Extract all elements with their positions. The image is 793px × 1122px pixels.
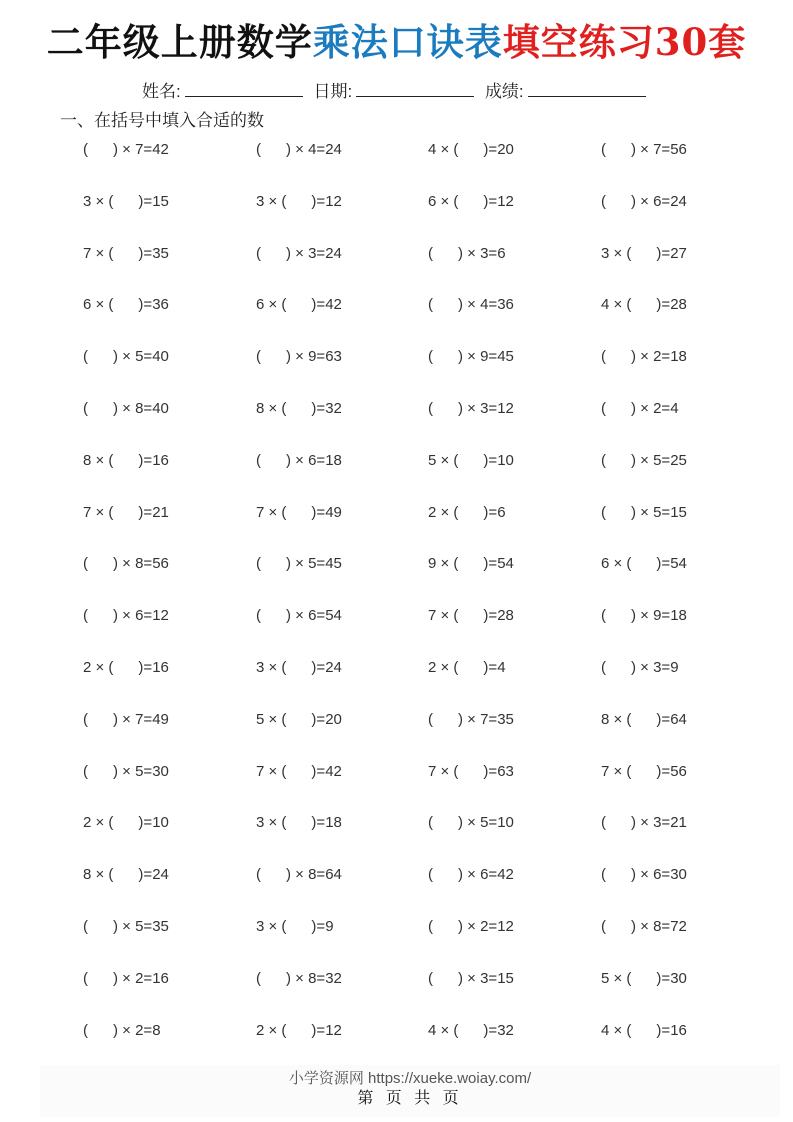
page-title [0, 18, 793, 66]
problem-row [0, 552, 793, 576]
problem-item[interactable]: 8 × ( )=24 [83, 866, 169, 883]
problem-item[interactable]: 6 × ( )=42 [256, 296, 342, 313]
score-blank[interactable] [528, 80, 646, 97]
problem-row [0, 449, 793, 473]
problem-item[interactable]: ( ) × 3=15 [428, 970, 514, 987]
problem-item[interactable]: ( ) × 6=42 [428, 866, 514, 883]
problem-item[interactable]: 8 × ( )=32 [256, 400, 342, 417]
problem-item[interactable]: ( ) × 9=45 [428, 348, 514, 365]
problem-item[interactable]: 4 × ( )=28 [601, 296, 687, 313]
problem-item[interactable]: ( ) × 2=16 [83, 970, 169, 987]
title-part-exercise: 填空练习30套 [502, 20, 747, 64]
problem-item[interactable]: ( ) × 8=32 [256, 970, 342, 987]
name-blank[interactable] [185, 80, 303, 97]
problem-item[interactable]: 6 × ( )=54 [601, 555, 687, 572]
name-field[interactable] [142, 80, 303, 103]
problem-item[interactable]: ( ) × 5=40 [83, 348, 169, 365]
problem-row [0, 760, 793, 784]
problem-item[interactable]: 7 × ( )=63 [428, 763, 514, 780]
problem-item[interactable]: 7 × ( )=35 [83, 245, 169, 262]
score-label: 成绩: [484, 82, 524, 101]
problem-item[interactable]: ( ) × 2=8 [83, 1022, 161, 1039]
problem-item[interactable]: ( ) × 6=30 [601, 866, 687, 883]
problem-item[interactable]: 3 × ( )=9 [256, 918, 334, 935]
problem-row [0, 604, 793, 628]
problem-item[interactable]: 2 × ( )=12 [256, 1022, 342, 1039]
problem-item[interactable]: 7 × ( )=49 [256, 504, 342, 521]
problem-item[interactable]: 8 × ( )=64 [601, 711, 687, 728]
problem-item[interactable]: 3 × ( )=12 [256, 193, 342, 210]
problem-item[interactable]: ( ) × 3=6 [428, 245, 506, 262]
problem-item[interactable]: 2 × ( )=10 [83, 814, 169, 831]
problem-item[interactable]: ( ) × 8=40 [83, 400, 169, 417]
problem-item[interactable]: 4 × ( )=20 [428, 141, 514, 158]
problem-item[interactable]: 7 × ( )=21 [83, 504, 169, 521]
problem-item[interactable]: 3 × ( )=15 [83, 193, 169, 210]
name-label: 姓名: [142, 82, 181, 101]
problem-item[interactable]: ( ) × 6=18 [256, 452, 342, 469]
problem-row [0, 863, 793, 887]
problem-row [0, 656, 793, 680]
problem-item[interactable]: ( ) × 3=12 [428, 400, 514, 417]
problem-item[interactable]: ( ) × 2=4 [601, 400, 679, 417]
footer-site-text: 小学资源网 https://xueke.woiay.com/ [288, 1070, 532, 1087]
problem-item[interactable]: 5 × ( )=20 [256, 711, 342, 728]
problem-row [0, 242, 793, 266]
problem-item[interactable]: 3 × ( )=24 [256, 659, 342, 676]
footer-page-number: 第 页 共 页 [357, 1090, 463, 1107]
problem-item[interactable]: 7 × ( )=28 [428, 607, 514, 624]
problem-item[interactable]: ( ) × 8=64 [256, 866, 342, 883]
problem-item[interactable]: ( ) × 5=10 [428, 814, 514, 831]
problem-item[interactable]: ( ) × 9=63 [256, 348, 342, 365]
problem-item[interactable]: ( ) × 7=56 [601, 141, 687, 158]
problem-row [0, 1019, 793, 1043]
problem-item[interactable]: ( ) × 9=18 [601, 607, 687, 624]
problem-item[interactable]: ( ) × 7=49 [83, 711, 169, 728]
problem-item[interactable]: ( ) × 5=25 [601, 452, 687, 469]
problem-item[interactable]: 2 × ( )=6 [428, 504, 506, 521]
problem-row [0, 345, 793, 369]
problem-item[interactable]: ( ) × 5=30 [83, 763, 169, 780]
problem-item[interactable]: ( ) × 5=35 [83, 918, 169, 935]
problem-item[interactable]: 9 × ( )=54 [428, 555, 514, 572]
problem-item[interactable]: 2 × ( )=4 [428, 659, 506, 676]
problem-item[interactable]: 3 × ( )=27 [601, 245, 687, 262]
problem-item[interactable]: ( ) × 6=24 [601, 193, 687, 210]
problem-item[interactable]: ( ) × 4=24 [256, 141, 342, 158]
problem-item[interactable]: 2 × ( )=16 [83, 659, 169, 676]
title-part-grade: 二年级上册数学 [46, 20, 313, 64]
date-field[interactable] [313, 80, 474, 103]
problem-item[interactable]: 5 × ( )=30 [601, 970, 687, 987]
problem-item[interactable]: ( ) × 3=21 [601, 814, 687, 831]
problem-row [0, 967, 793, 991]
date-blank[interactable] [356, 80, 474, 97]
problem-row [0, 397, 793, 421]
problem-item[interactable]: ( ) × 6=12 [83, 607, 169, 624]
problem-row [0, 190, 793, 214]
problem-item[interactable]: ( ) × 3=24 [256, 245, 342, 262]
student-info-line [142, 80, 652, 103]
problem-item[interactable]: ( ) × 5=15 [601, 504, 687, 521]
problem-item[interactable]: ( ) × 6=54 [256, 607, 342, 624]
problem-row [0, 138, 793, 162]
problem-item[interactable]: ( ) × 4=36 [428, 296, 514, 313]
problem-row [0, 501, 793, 525]
problem-item[interactable]: ( ) × 8=72 [601, 918, 687, 935]
problem-item[interactable]: ( ) × 5=45 [256, 555, 342, 572]
page-footer [40, 1065, 780, 1117]
problem-item[interactable]: ( ) × 8=56 [83, 555, 169, 572]
problem-item[interactable]: ( ) × 2=12 [428, 918, 514, 935]
problem-row [0, 811, 793, 835]
problem-item[interactable]: 4 × ( )=16 [601, 1022, 687, 1039]
problem-item[interactable]: 8 × ( )=16 [83, 452, 169, 469]
problem-item[interactable]: ( ) × 7=35 [428, 711, 514, 728]
problem-item[interactable]: 7 × ( )=56 [601, 763, 687, 780]
problem-item[interactable]: 6 × ( )=36 [83, 296, 169, 313]
problem-item[interactable]: ( ) × 7=42 [83, 141, 169, 158]
problem-item[interactable]: 5 × ( )=10 [428, 452, 514, 469]
problem-row [0, 708, 793, 732]
problem-item[interactable]: ( ) × 2=18 [601, 348, 687, 365]
problem-item[interactable]: 3 × ( )=18 [256, 814, 342, 831]
problem-item[interactable]: 4 × ( )=32 [428, 1022, 514, 1039]
problem-item[interactable]: 7 × ( )=42 [256, 763, 342, 780]
score-field[interactable] [485, 80, 646, 103]
section-heading: 一、在括号中填入合适的数 [60, 111, 264, 130]
problem-row [0, 293, 793, 317]
problem-item[interactable]: ( ) × 3=9 [601, 659, 679, 676]
date-label: 日期: [313, 82, 353, 101]
problem-item[interactable]: 6 × ( )=12 [428, 193, 514, 210]
title-part-topic: 乘法口诀表 [312, 20, 503, 64]
problem-row [0, 915, 793, 939]
